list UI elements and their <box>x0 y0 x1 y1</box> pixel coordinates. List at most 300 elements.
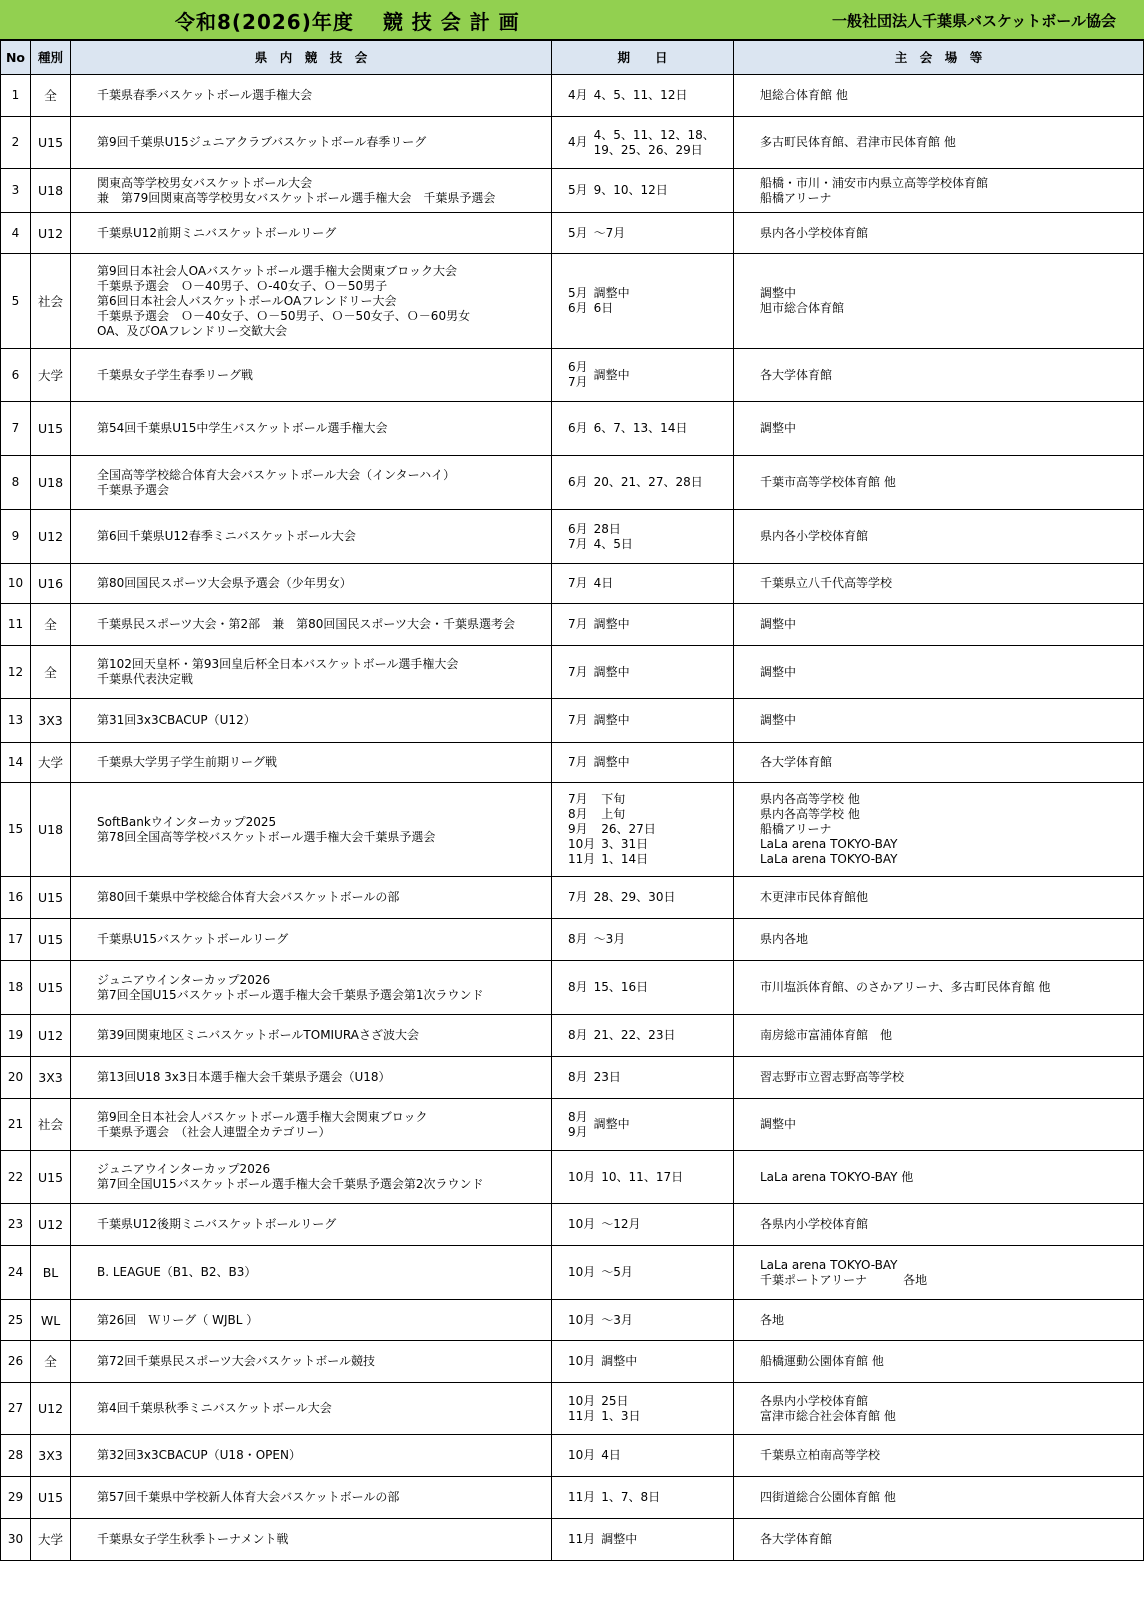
row-category: U15 <box>31 1477 71 1519</box>
row-number: 17 <box>1 919 31 961</box>
date-day: 28、29、30日 <box>593 890 676 904</box>
date-month: 6月 <box>568 301 588 315</box>
event-line: 第31回3x3CBACUP（U12） <box>97 713 256 727</box>
date-months <box>568 890 588 905</box>
event-line: 第72回千葉県民スポーツ大会バスケットボール競技 <box>97 1354 375 1368</box>
date-day: 調整中 <box>593 367 630 382</box>
row-venue <box>734 1477 1144 1519</box>
row-venue <box>734 1300 1144 1341</box>
venue-line: 千葉ポートアリーナ 各地 <box>760 1272 928 1287</box>
event-line: 第13回U18 3x3日本選手権大会千葉県予選会（U18） <box>97 1070 391 1084</box>
row-date <box>552 1015 734 1057</box>
date-day: ～5月 <box>601 1265 633 1279</box>
event-line: SoftBankウインターカップ2025 <box>97 814 277 829</box>
venue-line: 船橋アリーナ <box>760 822 832 836</box>
date-day: 調整中 <box>593 617 630 631</box>
date-month: 8月 <box>568 932 588 946</box>
date-months <box>568 1217 595 1232</box>
row-number: 12 <box>1 646 31 699</box>
row-event <box>71 117 552 169</box>
row-venue <box>734 604 1144 646</box>
row-category: U15 <box>31 877 71 919</box>
date-days <box>594 1070 621 1085</box>
event-line: 第26回 Ｗリーグ（ WJBL ） <box>97 1312 259 1327</box>
date-day: 4、5、11、12日 <box>593 88 688 102</box>
row-date <box>552 75 734 117</box>
row-venue <box>734 349 1144 402</box>
row-venue <box>734 646 1144 699</box>
table-row <box>1 1246 1144 1300</box>
row-number: 9 <box>1 510 31 564</box>
row-category: U15 <box>31 919 71 961</box>
date-days <box>594 286 630 316</box>
venue-line: 習志野市立習志野高等学校 <box>760 1070 905 1084</box>
row-date <box>552 783 734 877</box>
date-months <box>568 88 588 103</box>
table-row <box>1 1151 1144 1204</box>
row-number: 4 <box>1 213 31 254</box>
date-day: 25日 <box>601 1393 629 1408</box>
event-line: 千葉県大学男子学生前期リーグ戦 <box>97 755 278 769</box>
date-day: 9、10、12日 <box>593 183 668 197</box>
date-months <box>568 1110 588 1140</box>
venue-line: 市川塩浜体育館、のさかアリーナ、多古町民体育館 他 <box>760 980 1051 994</box>
date-month: 10月 <box>568 1312 596 1327</box>
event-line: 兼 第79回関東高等学校男女バスケットボール選手権大会 千葉県予選会 <box>97 190 496 205</box>
date-day: 19、25、26、29日 <box>593 142 703 157</box>
row-date <box>552 646 734 699</box>
venue-line: 調整中 <box>760 617 797 631</box>
row-category: 3X3 <box>31 699 71 743</box>
date-months <box>568 1265 595 1280</box>
date-months <box>568 1354 595 1369</box>
event-line: 千葉県代表決定戦 <box>97 672 194 686</box>
row-number: 18 <box>1 961 31 1015</box>
row-date <box>552 349 734 402</box>
date-months <box>568 755 588 770</box>
venue-line: 旭市総合体育館 <box>760 301 845 315</box>
date-month: 4月 <box>568 88 588 102</box>
row-category: U18 <box>31 783 71 877</box>
date-month: 8月 <box>568 1028 588 1042</box>
venue-line: 調整中 <box>760 713 797 727</box>
row-event <box>71 402 552 456</box>
row-number: 23 <box>1 1204 31 1246</box>
date-months <box>568 360 588 390</box>
venue-line: 調整中 <box>760 1117 797 1131</box>
row-number: 22 <box>1 1151 31 1204</box>
row-event <box>71 604 552 646</box>
row-date <box>552 1151 734 1204</box>
row-number: 8 <box>1 456 31 510</box>
date-days <box>594 665 630 680</box>
event-line: 第7回全国U15バスケットボール選手権大会千葉県予選会第1次ラウンド <box>97 987 484 1002</box>
date-month: 9月 <box>568 822 588 836</box>
venue-line: LaLa arena TOKYO-BAY <box>760 1257 898 1272</box>
row-category: U16 <box>31 564 71 604</box>
date-month: 11月 <box>568 1532 596 1546</box>
date-days <box>594 183 668 198</box>
row-venue <box>734 877 1144 919</box>
event-line: 千葉県U15バスケットボールリーグ <box>97 932 289 946</box>
row-date <box>552 877 734 919</box>
row-event <box>71 213 552 254</box>
row-date <box>552 510 734 564</box>
date-months <box>568 286 588 316</box>
event-line: B. LEAGUE（B1、B2、B3） <box>97 1265 257 1279</box>
date-months <box>568 135 588 150</box>
table-row <box>1 743 1144 783</box>
table-row <box>1 1477 1144 1519</box>
date-months <box>568 932 588 947</box>
event-line: 千葉県U12後期ミニバスケットボールリーグ <box>97 1217 337 1231</box>
date-months <box>568 1532 595 1547</box>
event-line: 第6回千葉県U12春季ミニバスケットボール大会 <box>97 529 356 543</box>
row-number: 10 <box>1 564 31 604</box>
venue-line: 各県内小学校体育館 <box>760 1393 869 1408</box>
date-day: 下旬 <box>601 792 626 806</box>
date-days <box>601 1313 633 1328</box>
date-day: ～3月 <box>601 1312 633 1327</box>
row-venue <box>734 169 1144 213</box>
venue-line: 四街道総合公園体育館 他 <box>760 1490 896 1504</box>
table-row <box>1 1435 1144 1477</box>
event-line: ジュニアウインターカップ2026 <box>97 972 271 987</box>
venue-line: 多古町民体育館、君津市民体育館 他 <box>760 135 956 149</box>
row-number: 28 <box>1 1435 31 1477</box>
date-days <box>601 1170 683 1185</box>
table-row <box>1 117 1144 169</box>
row-date <box>552 961 734 1015</box>
event-line: 千葉県女子学生秋季トーナメント戦 <box>97 1532 289 1546</box>
date-day: 調整中 <box>593 286 630 300</box>
row-number: 21 <box>1 1099 31 1151</box>
table-row <box>1 349 1144 402</box>
date-month: 11月 <box>568 1408 596 1423</box>
event-line: 第9回全日本社会人バスケットボール選手権大会関東ブロック <box>97 1109 428 1124</box>
row-category: U12 <box>31 1015 71 1057</box>
event-line: 関東高等学校男女バスケットボール大会 <box>97 175 313 190</box>
table-row <box>1 1057 1144 1099</box>
date-months <box>568 1394 595 1424</box>
date-month: 7月 <box>568 713 588 727</box>
row-date <box>552 919 734 961</box>
row-date <box>552 254 734 349</box>
table-row <box>1 213 1144 254</box>
event-line: 第80回千葉県中学校総合体育大会バスケットボールの部 <box>97 890 400 904</box>
row-number: 25 <box>1 1300 31 1341</box>
venue-line: 県内各地 <box>760 932 809 946</box>
event-line: 千葉県民スポーツ大会・第2部 兼 第80回国民スポーツ大会・千葉県選考会 <box>97 617 515 631</box>
date-days <box>601 792 656 867</box>
table-body <box>1 75 1144 1561</box>
date-days <box>594 890 676 905</box>
date-days <box>601 1354 637 1369</box>
date-month: 8月 <box>568 980 588 994</box>
row-date <box>552 1204 734 1246</box>
row-date <box>552 1057 734 1099</box>
row-venue <box>734 510 1144 564</box>
event-line: OA、及びOAフレンドリー交歓大会 <box>97 323 288 338</box>
row-venue <box>734 1057 1144 1099</box>
date-day: 6日 <box>593 301 614 315</box>
date-months <box>568 713 588 728</box>
date-month: 7月 <box>568 755 588 769</box>
event-line: 千葉県女子学生春季リーグ戦 <box>97 367 254 382</box>
row-category: 全 <box>31 75 71 117</box>
date-days <box>594 421 688 436</box>
row-date <box>552 402 734 456</box>
date-day: 4、5日 <box>593 536 633 551</box>
row-venue <box>734 1341 1144 1383</box>
venue-line: 南房総市富浦体育館 他 <box>760 1028 893 1042</box>
row-date <box>552 564 734 604</box>
date-month: 4月 <box>568 135 588 149</box>
table-row <box>1 510 1144 564</box>
row-category: U12 <box>31 510 71 564</box>
table-row <box>1 456 1144 510</box>
row-event <box>71 1057 552 1099</box>
row-number: 6 <box>1 349 31 402</box>
row-venue <box>734 1383 1144 1435</box>
date-days <box>594 1028 676 1043</box>
venue-line: 各大学体育館 <box>760 1532 833 1546</box>
row-date <box>552 1383 734 1435</box>
event-line: 第9回日本社会人OAバスケットボール選手権大会関東ブロック大会 <box>97 263 458 278</box>
row-date <box>552 213 734 254</box>
date-month: 10月 <box>568 1354 596 1368</box>
table-row <box>1 1300 1144 1341</box>
date-months <box>568 980 588 995</box>
row-date <box>552 1300 734 1341</box>
row-category: U12 <box>31 1204 71 1246</box>
row-event <box>71 1383 552 1435</box>
row-date <box>552 1477 734 1519</box>
date-months <box>568 421 588 436</box>
date-days <box>594 226 626 241</box>
row-venue <box>734 1099 1144 1151</box>
table-row <box>1 1204 1144 1246</box>
event-line: 第102回天皇杯・第93回皇后杯全日本バスケットボール選手権大会 <box>97 657 459 671</box>
row-venue <box>734 743 1144 783</box>
date-months <box>568 522 588 552</box>
date-days <box>594 617 630 632</box>
venue-line: 各県内小学校体育館 <box>760 1217 869 1231</box>
venue-line: LaLa arena TOKYO-BAY 他 <box>760 1169 914 1184</box>
date-days <box>601 1394 640 1424</box>
date-day: 26、27日 <box>601 822 656 836</box>
date-month: 6月 <box>568 421 588 435</box>
date-day: 23日 <box>593 1070 621 1084</box>
row-date <box>552 1246 734 1300</box>
row-category: 全 <box>31 604 71 646</box>
row-date <box>552 1099 734 1151</box>
row-date <box>552 1519 734 1561</box>
row-event <box>71 75 552 117</box>
row-event <box>71 1341 552 1383</box>
row-date <box>552 604 734 646</box>
table-row <box>1 75 1144 117</box>
row-category: U18 <box>31 456 71 510</box>
row-category: U12 <box>31 1383 71 1435</box>
venue-line: 県内各小学校体育館 <box>760 225 869 240</box>
date-day: 6、7、13、14日 <box>593 421 688 435</box>
row-date <box>552 117 734 169</box>
venue-line: 調整中 <box>760 664 797 679</box>
date-month: 7月 <box>568 536 588 551</box>
row-event <box>71 783 552 877</box>
row-category: U15 <box>31 402 71 456</box>
date-day: ～12月 <box>601 1217 641 1231</box>
table-row <box>1 254 1144 349</box>
row-event <box>71 254 552 349</box>
row-category: WL <box>31 1300 71 1341</box>
row-event <box>71 1246 552 1300</box>
table-row <box>1 646 1144 699</box>
date-month: 7月 <box>568 890 588 904</box>
row-venue <box>734 783 1144 877</box>
venue-line: 千葉市高等学校体育館 他 <box>760 475 896 489</box>
row-venue <box>734 1246 1144 1300</box>
date-months <box>568 792 595 867</box>
row-number: 24 <box>1 1246 31 1300</box>
row-venue <box>734 456 1144 510</box>
date-month: 7月 <box>568 375 588 389</box>
row-number: 1 <box>1 75 31 117</box>
date-days <box>601 1265 633 1280</box>
event-line: 第6回日本社会人バスケットボールOAフレンドリー大会 <box>97 293 397 308</box>
date-month: 8月 <box>568 1109 588 1124</box>
date-month: 5月 <box>568 183 588 197</box>
date-day: 上旬 <box>601 807 626 821</box>
date-days <box>594 1117 630 1132</box>
table-row <box>1 919 1144 961</box>
row-date <box>552 743 734 783</box>
row-date <box>552 169 734 213</box>
row-event <box>71 510 552 564</box>
event-line: 第57回千葉県中学校新人体育大会バスケットボールの部 <box>97 1490 400 1504</box>
venue-line: 千葉県立八千代高等学校 <box>760 576 893 590</box>
table-row <box>1 1341 1144 1383</box>
date-months <box>568 1028 588 1043</box>
row-event <box>71 1477 552 1519</box>
row-event <box>71 1015 552 1057</box>
row-number: 11 <box>1 604 31 646</box>
row-event <box>71 961 552 1015</box>
date-day: 4、5、11、12、18、 <box>593 127 715 142</box>
row-event <box>71 1519 552 1561</box>
table-row <box>1 604 1144 646</box>
date-day: ～7月 <box>593 225 626 240</box>
date-days <box>601 1532 637 1547</box>
page-title: 令和8(2026)年度 競 技 会 計 画 <box>175 10 520 34</box>
row-venue <box>734 919 1144 961</box>
row-event <box>71 743 552 783</box>
row-venue <box>734 564 1144 604</box>
row-number: 27 <box>1 1383 31 1435</box>
venue-line: 調整中 <box>760 286 797 300</box>
table-row <box>1 564 1144 604</box>
date-days <box>594 475 703 490</box>
organization-name: 一般社団法人千葉県バスケットボール協会 <box>832 12 1116 30</box>
row-venue <box>734 1435 1144 1477</box>
venue-line: 各大学体育館 <box>760 367 833 382</box>
event-line: 第78回全国高等学校バスケットボール選手権大会千葉県予選会 <box>97 829 436 844</box>
row-category: 全 <box>31 646 71 699</box>
date-day: 1、3日 <box>601 1408 641 1423</box>
date-months <box>568 1070 588 1085</box>
date-month: 6月 <box>568 475 588 489</box>
table-row <box>1 1383 1144 1435</box>
row-category: U15 <box>31 117 71 169</box>
row-number: 16 <box>1 877 31 919</box>
date-day: 20、21、27、28日 <box>593 475 703 489</box>
date-months <box>568 1490 595 1505</box>
date-months <box>568 475 588 490</box>
date-months <box>568 1313 595 1328</box>
row-venue <box>734 75 1144 117</box>
row-date <box>552 699 734 743</box>
date-day: 調整中 <box>593 1117 630 1131</box>
table-row <box>1 402 1144 456</box>
date-days <box>594 713 630 728</box>
event-line: 千葉県U12前期ミニバスケットボールリーグ <box>97 225 337 240</box>
row-event <box>71 1151 552 1204</box>
row-category: 全 <box>31 1341 71 1383</box>
date-month: 10月 <box>568 1393 596 1408</box>
row-category: 社会 <box>31 254 71 349</box>
row-venue <box>734 213 1144 254</box>
date-month: 5月 <box>568 286 588 300</box>
event-line: 千葉県予選会 <box>97 482 170 497</box>
date-month: 6月 <box>568 360 588 374</box>
row-event <box>71 456 552 510</box>
row-number: 30 <box>1 1519 31 1561</box>
event-line: 第39回関東地区ミニバスケットボールTOMIURAさざ波大会 <box>97 1028 419 1042</box>
date-months <box>568 226 588 241</box>
row-venue <box>734 961 1144 1015</box>
date-day: 28日 <box>593 521 621 536</box>
row-venue <box>734 402 1144 456</box>
event-line: 第9回千葉県U15ジュニアクラブバスケットボール春季リーグ <box>97 135 427 149</box>
date-day: ～3月 <box>593 932 626 946</box>
venue-line: 県内各小学校体育館 <box>760 529 869 543</box>
table-header-row <box>1 41 1144 75</box>
date-month: 10月 <box>568 837 596 851</box>
row-event <box>71 1204 552 1246</box>
row-event <box>71 169 552 213</box>
row-number: 19 <box>1 1015 31 1057</box>
venue-line: 船橋運動公園体育館 他 <box>760 1354 884 1368</box>
row-category: U12 <box>31 213 71 254</box>
row-venue <box>734 699 1144 743</box>
date-day: 4日 <box>593 576 614 590</box>
table-row <box>1 699 1144 743</box>
row-number: 26 <box>1 1341 31 1383</box>
date-month: 7月 <box>568 792 588 806</box>
date-month: 10月 <box>568 1217 596 1231</box>
column-header-category: 種別 <box>31 41 71 75</box>
row-event <box>71 646 552 699</box>
date-days <box>594 932 626 947</box>
date-days <box>594 88 688 103</box>
venue-line: 船橋アリーナ <box>760 190 832 205</box>
date-days <box>601 1217 640 1232</box>
row-event <box>71 699 552 743</box>
date-day: 10、11、17日 <box>601 1169 684 1184</box>
row-number: 20 <box>1 1057 31 1099</box>
event-line: 千葉県予選会 （社会人連盟全カテゴリー） <box>97 1124 331 1139</box>
